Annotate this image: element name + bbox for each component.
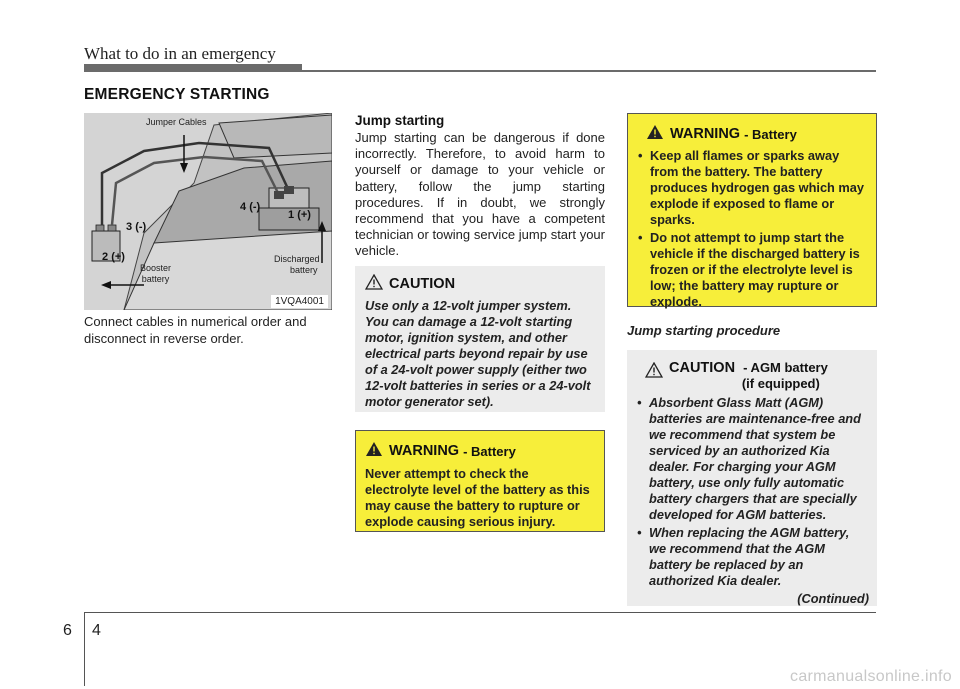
jump-start-illustration [84, 113, 332, 310]
caution-agm-box [627, 350, 877, 606]
caution-agm-list [635, 395, 869, 589]
list-item: • Absorbent Glass Matt (AGM) batteries are maintenance-free and we recommend that system be serviced by an authorized Kia dealer. For charging your AGM battery, use only fully automatic battery chargers that are specially developed for AGM batteries. [635, 395, 869, 523]
list-item: • When replacing the AGM battery, we recommend that the AGM battery be replaced by an authorized Kia dealer. [635, 525, 869, 589]
list-item: • Do not attempt to jump start the vehicle if the discharged battery is frozen or if the electrolyte level is low; the battery may rupture or explode. [636, 230, 868, 310]
header-rule [302, 70, 876, 72]
warning-electrolyte-title: WARNING [389, 443, 460, 459]
warning-flames-subtitle: - Battery [744, 126, 797, 142]
caution-triangle-icon [365, 274, 383, 294]
caution-triangle-icon [645, 362, 663, 382]
warning-flames-list [636, 148, 868, 310]
warning-flames-box [627, 113, 877, 307]
caution-agm-title: CAUTION [669, 360, 736, 376]
warning-electrolyte-body: Never attempt to check the electrolyte level of the battery as this may cause the battery to rupture or explode causing serious injury. [365, 466, 590, 529]
figure-code: 1VQA4001 [271, 295, 328, 308]
caution-agm-subtitle-2: (if equipped) [741, 376, 820, 391]
chapter-header-title: What to do in an emergency [84, 44, 276, 63]
terminal-4-label: 4 (-) [240, 201, 261, 213]
footer-rule [84, 612, 876, 613]
page-number: 4 [92, 622, 101, 639]
warning-triangle-icon [646, 124, 664, 144]
figure-caption: Connect cables in numerical order and disconnect in reverse order. [84, 314, 307, 346]
terminal-3-label: 3 (-) [126, 221, 147, 233]
jumper-cables-label: Jumper Cables [146, 117, 207, 127]
watermark: carmanualsonline.info [790, 668, 952, 685]
warning-flames-title: WARNING [670, 126, 741, 142]
procedure-title: Jump starting procedure [627, 323, 781, 338]
header-bar [84, 64, 302, 72]
caution-12v-body: Use only a 12-volt jumper system. You can damage a 12-volt starting motor, ignition system, and other electrical parts beyond repair by use of a 24-volt power supply (either two 12-volt batteries in series or a 24-volt motor generator set). [365, 298, 591, 409]
chapter-number: 6 [63, 622, 72, 639]
terminal-1-label: 1 (+) [288, 209, 311, 221]
caution-12v-title: CAUTION [389, 276, 456, 292]
caution-12v-box [355, 266, 605, 412]
warning-triangle-icon [365, 441, 383, 461]
warning-electrolyte-box [355, 430, 605, 532]
caution-agm-subtitle: - AGM battery [743, 360, 828, 375]
booster-battery-label: Booster battery [140, 263, 172, 284]
list-item: • Keep all flames or sparks away from the battery. The battery produces hydrogen gas which may explode if exposed to flame or sparks. [636, 148, 868, 228]
jump-starting-body: Jump starting can be dangerous if done incorrectly. Therefore, to avoid harm to yourself or damage to your vehicle or battery, follow the jump starting procedures. If in doubt, we strongly recommend that you have a competent technician or towing service jump start your vehicle. [355, 130, 605, 259]
section-title: EMERGENCY STARTING [84, 86, 270, 103]
footer-divider [84, 612, 85, 686]
warning-electrolyte-subtitle: - Battery [463, 443, 516, 459]
terminal-2-label: 2 (+) [102, 251, 125, 263]
discharged-battery-label: Discharged battery [274, 254, 320, 275]
continued-label: (Continued) [797, 591, 869, 606]
jump-starting-title: Jump starting [355, 113, 445, 128]
